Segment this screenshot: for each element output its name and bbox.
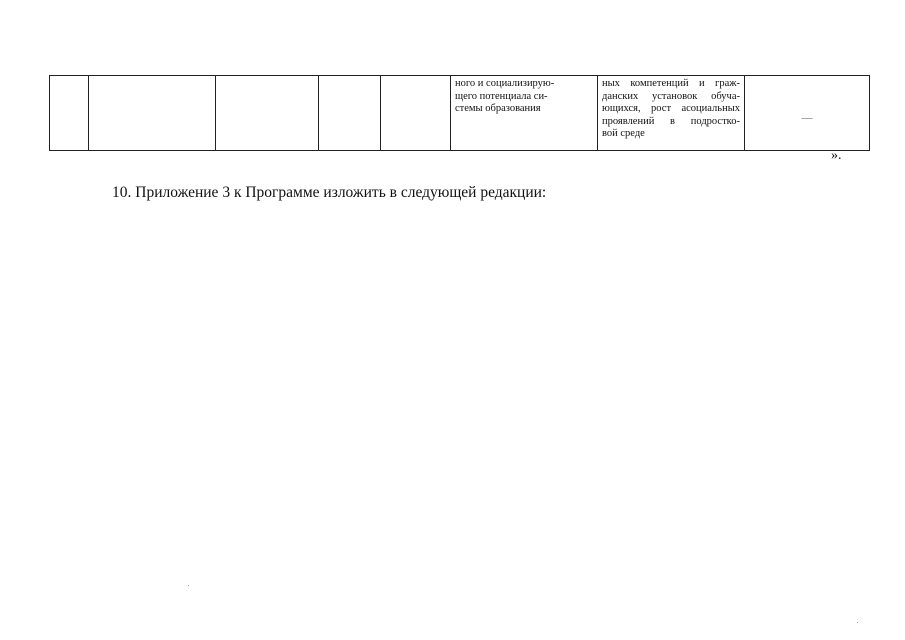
paragraph-10: 10. Приложение 3 к Программе изложить в следующей редакции: bbox=[112, 184, 547, 201]
result-line: ных компетенций и граж- bbox=[602, 78, 740, 89]
goal-line: стемы образования bbox=[455, 103, 541, 114]
goal-line: щего потенциала си- bbox=[455, 90, 548, 102]
goal-line: ного и социализирую- bbox=[455, 78, 555, 89]
table-cell-goal bbox=[451, 76, 598, 151]
closing-quote: ». bbox=[831, 148, 842, 163]
continued-table bbox=[49, 75, 870, 151]
scan-speck bbox=[188, 585, 189, 586]
result-line: проявлений в подростко- bbox=[602, 115, 740, 127]
table-cell-empty-4 bbox=[319, 76, 381, 151]
result-line: ющихся, рост асоциальных bbox=[602, 103, 740, 114]
scan-speck bbox=[857, 622, 858, 623]
table-row bbox=[50, 76, 870, 151]
dash-value: — bbox=[801, 112, 813, 124]
table-cell-value bbox=[745, 76, 870, 151]
result-line: вой среде bbox=[602, 128, 645, 139]
table-cell-empty-5 bbox=[381, 76, 451, 151]
result-line: данских установок обуча- bbox=[602, 90, 740, 102]
table-cell-empty-3 bbox=[216, 76, 319, 151]
table-cell-empty-1 bbox=[50, 76, 89, 151]
table-cell-empty-2 bbox=[89, 76, 216, 151]
table-cell-result bbox=[598, 76, 745, 151]
